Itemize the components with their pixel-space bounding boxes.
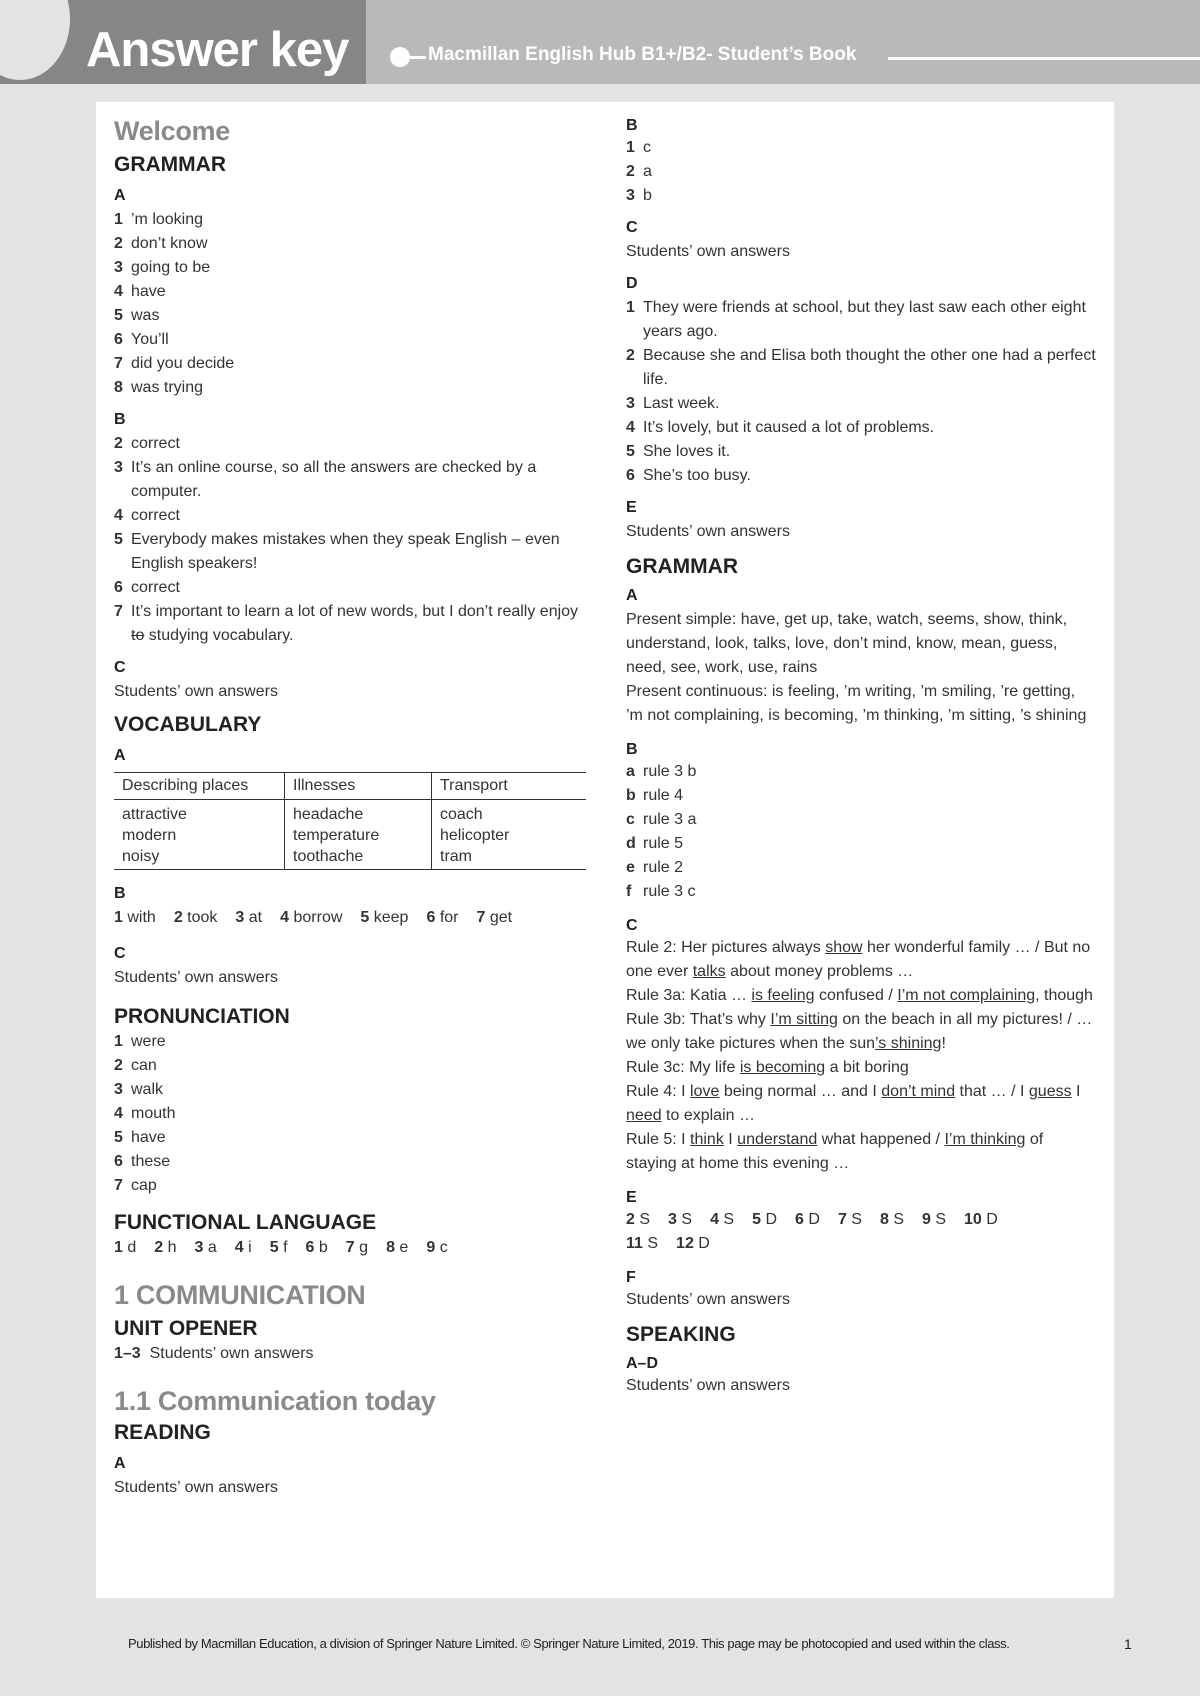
item-number: 5 xyxy=(114,307,123,324)
answer-pair xyxy=(626,1211,650,1228)
item-number: 4 xyxy=(114,1105,123,1122)
grammar-a-label: A xyxy=(114,187,126,204)
item-number: 1 xyxy=(626,139,635,156)
item-number: 6 xyxy=(305,1239,315,1256)
answer-pair xyxy=(922,1211,946,1228)
item-number: 6 xyxy=(626,467,635,484)
item-number: b xyxy=(626,787,636,804)
grammar-heading: GRAMMAR xyxy=(114,153,226,176)
item-text: g xyxy=(359,1239,369,1256)
item-number: 2 xyxy=(626,163,635,180)
item-text: S xyxy=(647,1235,659,1252)
answer-pair xyxy=(174,909,218,926)
list-item xyxy=(114,352,588,376)
present-simple-answer: Present simple: have, get up, take, watch, seems, show, think, understand, look, talks, love, don’t mind, know, mean, guess, need, see, work, use, rains xyxy=(626,611,1068,676)
grammar-b-label: B xyxy=(626,741,638,758)
grammar-a-label: A xyxy=(626,587,638,604)
item-text: rule 4 xyxy=(643,787,684,804)
item-number: 5 xyxy=(626,443,635,460)
item-text: walk xyxy=(131,1081,164,1098)
list-item xyxy=(626,808,1096,832)
item-number: 5 xyxy=(360,909,370,926)
item-number: f xyxy=(626,883,632,900)
item-number: 9 xyxy=(426,1239,436,1256)
item-text: f xyxy=(283,1239,288,1256)
item-number: 5 xyxy=(269,1239,279,1256)
item-text: You’ll xyxy=(131,331,169,348)
unit-opener-heading: UNIT OPENER xyxy=(114,1317,258,1340)
item-text: these xyxy=(131,1153,171,1170)
item-text: S xyxy=(851,1211,862,1228)
item-number: 7 xyxy=(476,909,486,926)
pronunciation-heading: PRONUNCIATION xyxy=(114,1005,290,1028)
grammar-a-list xyxy=(114,208,588,400)
grammar-c-label: C xyxy=(114,659,126,676)
answer-pair xyxy=(795,1211,820,1228)
item-text: D xyxy=(986,1211,998,1228)
list-item xyxy=(626,856,1096,880)
section-1-1-heading: 1.1 Communication today xyxy=(114,1386,436,1416)
list-item xyxy=(114,328,588,352)
unit-1-heading: 1 COMMUNICATION xyxy=(114,1280,366,1310)
reading-d-label: D xyxy=(626,275,638,292)
item-text: S xyxy=(723,1211,735,1228)
book-title: Macmillan English Hub B1+/B2- Student’s Book xyxy=(428,44,857,65)
item-number: 5 xyxy=(114,1129,123,1146)
item-text: She’s too busy. xyxy=(643,467,751,484)
reading-d-list xyxy=(626,296,1096,488)
reading-c-label: C xyxy=(626,219,638,236)
list-item xyxy=(114,232,588,256)
item-number: 7 xyxy=(114,355,123,372)
list-item xyxy=(114,576,588,600)
table-cell: attractive modern noisy xyxy=(114,800,285,870)
item-number: 5 xyxy=(114,531,123,548)
answer-pair xyxy=(426,1239,447,1256)
content-panel xyxy=(96,102,1114,1598)
list-item xyxy=(626,184,1096,208)
left-column xyxy=(114,102,588,1500)
answer-pair xyxy=(306,1239,328,1256)
item-text: correct xyxy=(131,435,180,452)
item-number: 2 xyxy=(114,235,123,252)
item-number: 3 xyxy=(114,259,123,276)
item-text: going to be xyxy=(131,259,211,276)
item-text: took xyxy=(187,909,218,926)
item-number: 6 xyxy=(114,331,123,348)
item-text: D xyxy=(698,1235,710,1252)
list-item xyxy=(626,344,1096,392)
item-number: c xyxy=(626,811,635,828)
item-number: 2 xyxy=(626,347,635,364)
answer-text: Students’ own answers xyxy=(626,243,790,260)
answer-pair xyxy=(426,909,458,926)
list-item xyxy=(626,464,1096,488)
right-column xyxy=(626,102,1096,1398)
item-number: 3 xyxy=(626,395,635,412)
item-number: a xyxy=(626,763,635,780)
list-item xyxy=(626,392,1096,416)
item-text: Because she and Elisa both thought the other one had a perfect life. xyxy=(643,347,1096,388)
item-text: a xyxy=(207,1239,217,1256)
item-text: have xyxy=(131,1129,166,1146)
item-text: S xyxy=(935,1211,947,1228)
item-number: 2 xyxy=(173,909,183,926)
answer-pair xyxy=(114,1239,136,1256)
item-number: 6 xyxy=(114,579,123,596)
title-block xyxy=(0,0,366,84)
answer-pair xyxy=(838,1211,862,1228)
answer-pair xyxy=(346,1239,368,1256)
list-item xyxy=(626,440,1096,464)
item-number: 1 xyxy=(626,299,635,316)
item-text: borrow xyxy=(293,909,343,926)
list-item xyxy=(114,1102,588,1126)
item-text: c xyxy=(643,139,651,156)
answer-pair xyxy=(270,1239,288,1256)
list-item xyxy=(114,1174,588,1198)
item-text: for xyxy=(439,909,459,926)
list-item xyxy=(626,880,1096,904)
item-number: 12 xyxy=(676,1235,694,1252)
list-item xyxy=(114,280,588,304)
item-number: 6 xyxy=(114,1153,123,1170)
item-text: S xyxy=(681,1211,693,1228)
item-text: She loves it. xyxy=(643,443,731,460)
item-number: 2 xyxy=(114,1057,123,1074)
answer-pair xyxy=(668,1211,692,1228)
grammar-b-list xyxy=(114,432,588,600)
item-text: D xyxy=(808,1211,820,1228)
grammar-e-answers xyxy=(626,1208,1096,1232)
item-text: i xyxy=(248,1239,252,1256)
item-text: Last week. xyxy=(643,395,720,412)
list-item xyxy=(626,832,1096,856)
grammar-e-label: E xyxy=(626,1189,637,1206)
list-item xyxy=(114,432,588,456)
answer-pair xyxy=(235,1239,252,1256)
item-number: 7 xyxy=(837,1211,847,1228)
answer-pair xyxy=(676,1235,710,1252)
list-item xyxy=(114,256,588,280)
item-text: S xyxy=(893,1211,904,1228)
item-text: don’t know xyxy=(131,235,208,252)
item-text: b xyxy=(318,1239,328,1256)
item-number: 7 xyxy=(345,1239,355,1256)
rule-5-answer: Rule 5: I think I understand what happened / I’m thinking of staying at home this evening … xyxy=(626,1131,1044,1172)
list-item xyxy=(114,504,588,528)
footer-copyright: Published by Macmillan Education, a division of Springer Nature Limited. © Springer Nature Limited, 2019. This page may be photocopied and used within the class. xyxy=(128,1636,1010,1651)
item-text: can xyxy=(131,1057,157,1074)
item-number: 3 xyxy=(626,187,635,204)
answer-pair xyxy=(114,909,156,926)
answer-pair xyxy=(360,909,408,926)
item-text: was trying xyxy=(131,379,204,396)
vocabulary-b-label: B xyxy=(114,885,126,902)
item-text: S xyxy=(639,1211,651,1228)
reading-heading: READING xyxy=(114,1421,211,1444)
item-number: 8 xyxy=(879,1211,889,1228)
vocabulary-heading: VOCABULARY xyxy=(114,713,262,736)
list-item xyxy=(114,208,588,232)
item-text: h xyxy=(167,1239,177,1256)
item-text: were xyxy=(131,1033,166,1050)
list-item xyxy=(114,1030,588,1054)
answer-text: Students’ own answers xyxy=(114,1479,278,1496)
table-cell: headache temperature toothache xyxy=(285,800,432,870)
item-text: rule 3 c xyxy=(643,883,696,900)
vocabulary-c-label: C xyxy=(114,945,126,962)
item-number: 3 xyxy=(235,909,245,926)
item-text: mouth xyxy=(131,1105,176,1122)
pronunciation-list xyxy=(114,1030,588,1198)
item-text: a xyxy=(643,163,652,180)
answer-pair xyxy=(880,1211,904,1228)
reading-e-label: E xyxy=(626,499,637,516)
list-item xyxy=(626,760,1096,784)
answer-pair xyxy=(154,1239,176,1256)
item-text: D xyxy=(765,1211,778,1228)
item-number: 4 xyxy=(114,507,123,524)
answer-pair xyxy=(710,1211,734,1228)
answer-pair xyxy=(235,909,262,926)
table-cell: coach helicopter tram xyxy=(432,800,587,870)
item-number: 1 xyxy=(114,1033,123,1050)
page-header xyxy=(0,0,1200,84)
list-item xyxy=(114,456,588,504)
answer-text: Students’ own answers xyxy=(626,1291,790,1308)
functional-language-heading: FUNCTIONAL LANGUAGE xyxy=(114,1211,377,1234)
answer-text: Students’ own answers xyxy=(626,1377,790,1394)
item-number: 4 xyxy=(280,909,290,926)
item-number: 7 xyxy=(114,1177,123,1194)
item-text: Everybody makes mistakes when they speak English – even English speakers! xyxy=(131,531,560,572)
reading-b-label: B xyxy=(626,117,638,134)
rule-2-answer: Rule 2: Her pictures always show her wonderful family … / But no one ever talks about money problems … xyxy=(626,939,1091,980)
grammar-f-label: F xyxy=(626,1269,636,1286)
answer-text: Students’ own answers xyxy=(114,969,278,986)
list-item xyxy=(114,1150,588,1174)
answer-pair xyxy=(752,1211,777,1228)
list-item xyxy=(114,304,588,328)
item-number: d xyxy=(626,835,636,852)
item-number: 3 xyxy=(668,1211,677,1228)
table-header: Illnesses xyxy=(285,773,432,800)
list-item xyxy=(114,528,588,576)
list-item xyxy=(626,136,1096,160)
grammar-b-list xyxy=(626,760,1096,904)
bullet-line xyxy=(404,56,426,59)
list-item xyxy=(114,376,588,400)
item-number: 1 xyxy=(114,1239,123,1256)
item-text: They were friends at school, but they last saw each other eight years ago. xyxy=(643,299,1086,340)
item-number: 4 xyxy=(626,419,635,436)
page-title: Answer key xyxy=(86,23,349,77)
item-number: 6 xyxy=(426,909,436,926)
item-number: 8 xyxy=(114,379,123,396)
item-text: ’m looking xyxy=(131,211,204,228)
item-text: rule 3 b xyxy=(643,763,697,780)
table-header: Transport xyxy=(432,773,587,800)
item-text: c xyxy=(439,1239,448,1256)
grammar-b-label: B xyxy=(114,411,126,428)
list-item xyxy=(626,160,1096,184)
rule-3b-answer: Rule 3b: That’s why I’m sitting on the beach in all my pictures! / … we only take pictures when the sun’s shining! xyxy=(626,1011,1093,1052)
answer-pair xyxy=(626,1235,658,1252)
item-text: rule 2 xyxy=(643,859,684,876)
vocabulary-a-label: A xyxy=(114,747,126,764)
item-number: 4 xyxy=(114,283,123,300)
item-number: 6 xyxy=(795,1211,804,1228)
answer-pair xyxy=(195,1239,217,1256)
welcome-heading: Welcome xyxy=(114,116,230,146)
item-text: did you decide xyxy=(131,355,235,372)
item-number: 4 xyxy=(710,1211,719,1228)
table-row xyxy=(114,800,586,870)
reading-a-label: A xyxy=(114,1455,126,1472)
item-text: e xyxy=(399,1239,409,1256)
grammar-c-label: C xyxy=(626,917,638,934)
item-number: 9 xyxy=(922,1211,931,1228)
unit-opener-answer: 1–3 Students’ own answers xyxy=(114,1345,314,1362)
list-item xyxy=(114,1054,588,1078)
item-number: 1 xyxy=(114,211,123,228)
item-text: with xyxy=(127,909,156,926)
item-number: 7 xyxy=(114,603,123,620)
answer-pair xyxy=(386,1239,408,1256)
vocabulary-b-answers xyxy=(114,906,588,930)
grammar-heading: GRAMMAR xyxy=(626,555,738,578)
item-number: 1 xyxy=(114,909,123,926)
answer-text: Students’ own answers xyxy=(114,683,278,700)
item-text: d xyxy=(127,1239,137,1256)
item-text: keep xyxy=(373,909,409,926)
table-header: Describing places xyxy=(114,773,285,800)
rule-3c-answer: Rule 3c: My life is becoming a bit boring xyxy=(626,1059,909,1076)
item-number: 8 xyxy=(386,1239,395,1256)
vocabulary-table xyxy=(114,772,586,870)
reading-b-list xyxy=(626,136,1096,208)
item-number: 3 xyxy=(114,1081,123,1098)
list-item xyxy=(626,416,1096,440)
item-number: 11 xyxy=(626,1235,643,1252)
struck-word: to xyxy=(131,627,145,644)
item-number: 3 xyxy=(114,459,123,476)
item-number: 4 xyxy=(234,1239,244,1256)
functional-language-answers xyxy=(114,1236,588,1260)
item-text: It’s an online course, so all the answers are checked by a computer. xyxy=(131,459,537,500)
list-item xyxy=(114,1078,588,1102)
item-number: 5 xyxy=(752,1211,761,1228)
answer-text: Students’ own answers xyxy=(626,523,790,540)
speaking-label: A–D xyxy=(626,1355,659,1372)
rule-3a-answer: Rule 3a: Katia … is feeling confused / I’m not complaining, though xyxy=(626,987,1093,1004)
item-number: 2 xyxy=(114,435,123,452)
grammar-e-answers xyxy=(626,1232,1096,1256)
item-text: rule 5 xyxy=(643,835,684,852)
item-text: b xyxy=(643,187,652,204)
list-item xyxy=(626,784,1096,808)
list-item xyxy=(114,600,588,648)
item-number: e xyxy=(626,859,635,876)
rule-4-answer: Rule 4: I love being normal … and I don’t mind that … / I guess I need to explain … xyxy=(626,1083,1081,1124)
item-text: It’s important to learn a lot of new words, but I don’t really enjoy to studying vocabulary. xyxy=(131,603,579,644)
item-text: at xyxy=(248,909,263,926)
speaking-heading: SPEAKING xyxy=(626,1323,736,1346)
answer-pair xyxy=(964,1211,998,1228)
item-text: cap xyxy=(131,1177,157,1194)
list-item xyxy=(626,296,1096,344)
item-number: 2 xyxy=(626,1211,635,1228)
item-text: correct xyxy=(131,507,180,524)
item-text: was xyxy=(131,307,160,324)
answer-pair xyxy=(280,909,342,926)
item-text: It’s lovely, but it caused a lot of problems. xyxy=(643,419,935,436)
item-text: correct xyxy=(131,579,180,596)
item-text: have xyxy=(131,283,166,300)
present-continuous-answer: Present continuous: is feeling, ’m writing, ’m smiling, ’re getting, ’m not complaining, is becoming, ’m thinking, ’m sitting, ’s shining xyxy=(626,683,1087,724)
item-number: 3 xyxy=(194,1239,204,1256)
answer-pair xyxy=(476,909,512,926)
decorative-circle xyxy=(0,0,70,80)
item-number: 10 xyxy=(964,1211,982,1228)
item-text: rule 3 a xyxy=(643,811,697,828)
item-number: 2 xyxy=(154,1239,164,1256)
list-item xyxy=(114,1126,588,1150)
item-text: get xyxy=(489,909,513,926)
header-rule xyxy=(888,57,1200,60)
page-number: 1 xyxy=(1124,1636,1132,1652)
